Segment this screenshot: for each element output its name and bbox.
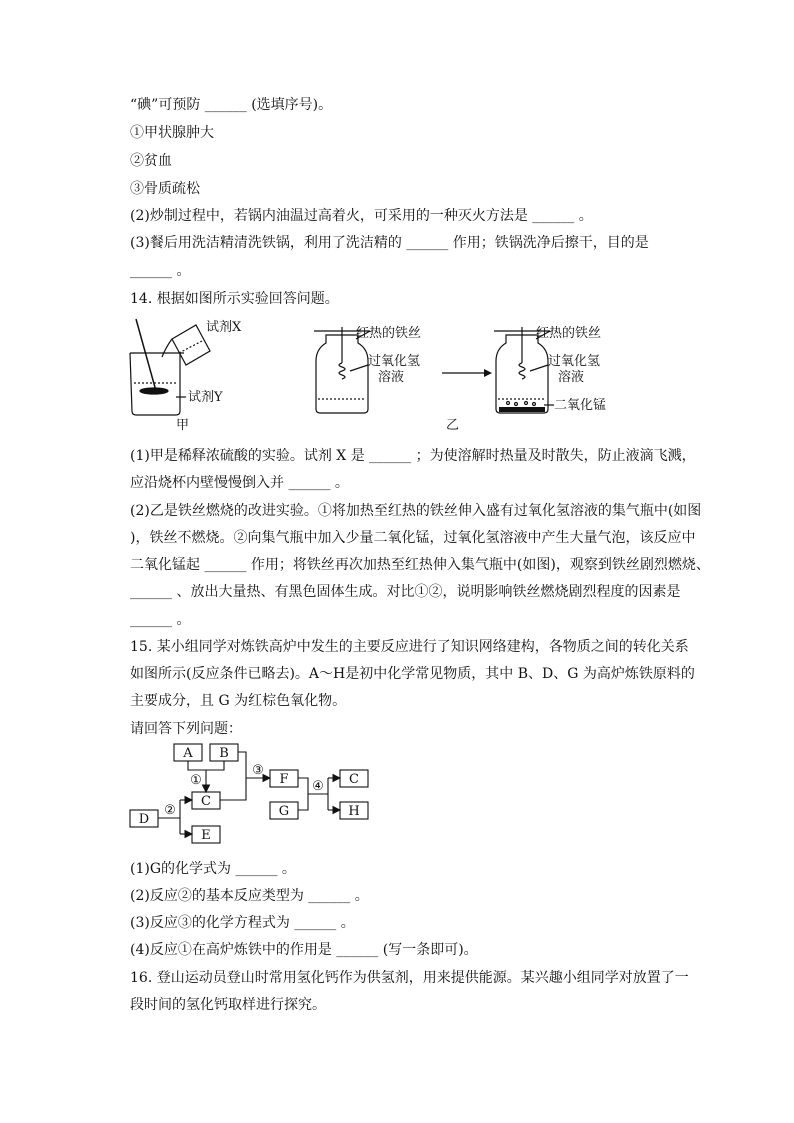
question-15-4: (4)反应①在高炉炼铁中的作用是 ______ (写一条即可)。 bbox=[130, 942, 478, 958]
box-e-label: E bbox=[201, 828, 211, 843]
pouring-cup bbox=[162, 325, 210, 365]
question-14-1-cont: 应沿烧杯内壁慢慢倒入并 ______ 。 bbox=[130, 475, 349, 491]
reaction-1-label: ① bbox=[190, 773, 202, 788]
question-16-title: 16. 登山运动员登山时常用氢化钙作为供氢剂，用来提供能源。某兴趣小组同学对放置了一 bbox=[130, 970, 689, 986]
question-14-2-cont2: 二氧化锰起 ______ 作用；将铁丝再次加热至红热伸入集气瓶中(如图)，观察到铁丝剧烈燃烧、 bbox=[130, 557, 710, 573]
reaction-2-label: ② bbox=[164, 803, 176, 818]
question-13-3-cont: ______ 。 bbox=[130, 263, 191, 279]
label-yi: 乙 bbox=[446, 418, 460, 433]
box-g-label: G bbox=[278, 804, 290, 819]
box-d-label: D bbox=[138, 812, 150, 827]
question-15-1: (1)G的化学式为 ______ 。 bbox=[130, 861, 296, 877]
question-15-3: (3)反应③的化学方程式为 ______ 。 bbox=[130, 915, 355, 931]
question-13-3: (3)餐后用洗洁精清洗铁锅，利用了洗洁精的 ______ 作用；铁锅洗净后擦干，目的是 bbox=[130, 235, 649, 251]
reaction-4-label: ④ bbox=[312, 779, 324, 794]
label-jia: 甲 bbox=[176, 418, 190, 433]
arrow-icon bbox=[442, 369, 492, 377]
h2o2-label-right-2: 溶液 bbox=[558, 370, 585, 385]
question-14-title: 14. 根据如图所示实验回答问题。 bbox=[130, 291, 339, 307]
box-c2-label: C bbox=[349, 772, 359, 787]
option-1: ①甲状腺肿大 bbox=[130, 125, 214, 141]
question-13-2: (2)炒制过程中，若锅内油温过高着火，可采用的一种灭火方法是 ______ 。 bbox=[130, 208, 593, 224]
beaker-jia bbox=[130, 319, 186, 415]
reaction-3-label: ③ bbox=[252, 763, 264, 778]
question-15-prompt: 请回答下列问题： bbox=[130, 721, 242, 737]
question-14-2-cont1: )，铁丝不燃烧。②向集气瓶中加入少量二氧化锰，过氧化氢溶液中产生大量气泡，该反应中 bbox=[130, 530, 696, 546]
question-15-2: (2)反应②的基本反应类型为 ______ 。 bbox=[130, 888, 369, 904]
box-h-label: H bbox=[348, 804, 360, 819]
option-3: ③骨质疏松 bbox=[130, 181, 200, 197]
reagent-x-label: 试剂X bbox=[206, 320, 242, 335]
question-15-cont1: 如图所示(反应条件已略去)。A～H是初中化学常见物质，其中 B、D、G 为高炉炼铁原料的 bbox=[130, 666, 695, 682]
box-f-label: F bbox=[279, 772, 289, 787]
question-14-2-cont4: ______ 。 bbox=[130, 612, 191, 628]
question-14-2-cont3: ______ 、放出大量热、有黑色固体生成。对比①②，说明影响铁丝燃烧剧烈程度的因素是 bbox=[130, 584, 681, 600]
reagent-y-label: 试剂Y bbox=[188, 390, 223, 405]
question-15-title: 15. 某小组同学对炼铁高炉中发生的主要反应进行了知识网络建构，各物质之间的转化关系 bbox=[130, 639, 689, 655]
h2o2-label-right-1: 过氧化氢 bbox=[548, 354, 601, 369]
question-15-cont2: 主要成分，且 G 为红棕色氧化物。 bbox=[130, 693, 347, 709]
hot-wire-label-left: 红热的铁丝 bbox=[356, 326, 422, 341]
mno2-label: 二氧化锰 bbox=[554, 398, 607, 413]
text-line-1: “碘”可预防 ______ (选填序号)。 bbox=[130, 97, 333, 113]
h2o2-label-left-2: 溶液 bbox=[378, 370, 405, 385]
box-b-label: B bbox=[219, 746, 229, 761]
box-c-label: C bbox=[201, 794, 211, 809]
question-14-1: (1)甲是稀释浓硫酸的实验。试剂 X 是 ______ ；为使溶解时热量及时散失，防止液滴飞溅， bbox=[130, 448, 696, 464]
option-2: ②贫血 bbox=[130, 153, 172, 169]
h2o2-label-left-1: 过氧化氢 bbox=[368, 354, 421, 369]
hot-wire-label-right: 红热的铁丝 bbox=[536, 326, 602, 341]
figure-15 bbox=[126, 740, 386, 850]
box-a-label: A bbox=[183, 746, 193, 761]
figure-14 bbox=[124, 313, 644, 433]
question-14-2: (2)乙是铁丝燃烧的改进实验。①将加热至红热的铁丝伸入盛有过氧化氢溶液的集气瓶中(如图 bbox=[130, 503, 702, 519]
question-16-cont: 段时间的氢化钙取样进行探究。 bbox=[130, 997, 326, 1013]
